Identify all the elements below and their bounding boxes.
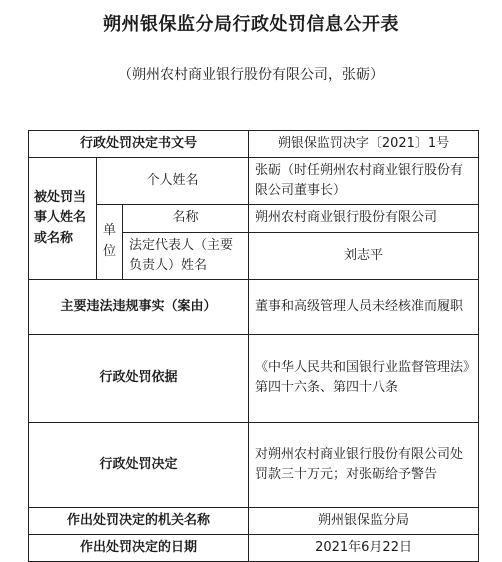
unit-label: 单位 <box>97 205 123 279</box>
page-title: 朔州银保监分局行政处罚信息公开表 <box>103 14 399 35</box>
penalty-info-table <box>28 130 479 562</box>
unit-name-label: 名称 <box>123 205 249 232</box>
unit-name-value: 朔州农村商业银行股份有限公司 <box>249 205 479 232</box>
table-row <box>29 158 479 205</box>
table-row <box>29 534 479 561</box>
table-row <box>29 205 479 232</box>
doc-no-label: 行政处罚决定书文号 <box>29 131 249 158</box>
date-label: 作出处罚决定的日期 <box>29 534 249 561</box>
authority-value: 朔州银保监分局 <box>249 507 479 534</box>
facts-value: 董事和高级管理人员未经核准而履职 <box>249 279 479 334</box>
table-row <box>29 334 479 422</box>
authority-label: 作出处罚决定的机关名称 <box>29 507 249 534</box>
person-value: 张砺（时任朔州农村商业银行股份有限公司董事长） <box>249 158 479 205</box>
table-row <box>29 131 479 158</box>
party-label: 被处罚当事人姓名或名称 <box>29 158 97 280</box>
facts-label: 主要违法违规事实（案由） <box>29 279 249 334</box>
basis-label: 行政处罚依据 <box>29 334 249 422</box>
table-row <box>29 279 479 334</box>
legal-rep-value: 刘志平 <box>249 232 479 279</box>
page-subtitle: （朔州农村商业银行股份有限公司，张砺） <box>118 67 384 83</box>
decision-label: 行政处罚决定 <box>29 422 249 507</box>
decision-value: 对朔州农村商业银行股份有限公司处罚款三十万元；对张砺给予警告 <box>249 422 479 507</box>
doc-no-value: 朔银保监罚决字〔2021〕1号 <box>249 131 479 158</box>
date-value: 2021年6月22日 <box>249 534 479 561</box>
legal-rep-label: 法定代表人（主要负责人）姓名 <box>123 232 249 279</box>
table-row <box>29 422 479 507</box>
table-row <box>29 507 479 534</box>
person-label: 个人姓名 <box>97 158 249 205</box>
basis-value: 《中华人民共和国银行业监督管理法》第四十六条、第四十八条 <box>249 334 479 422</box>
